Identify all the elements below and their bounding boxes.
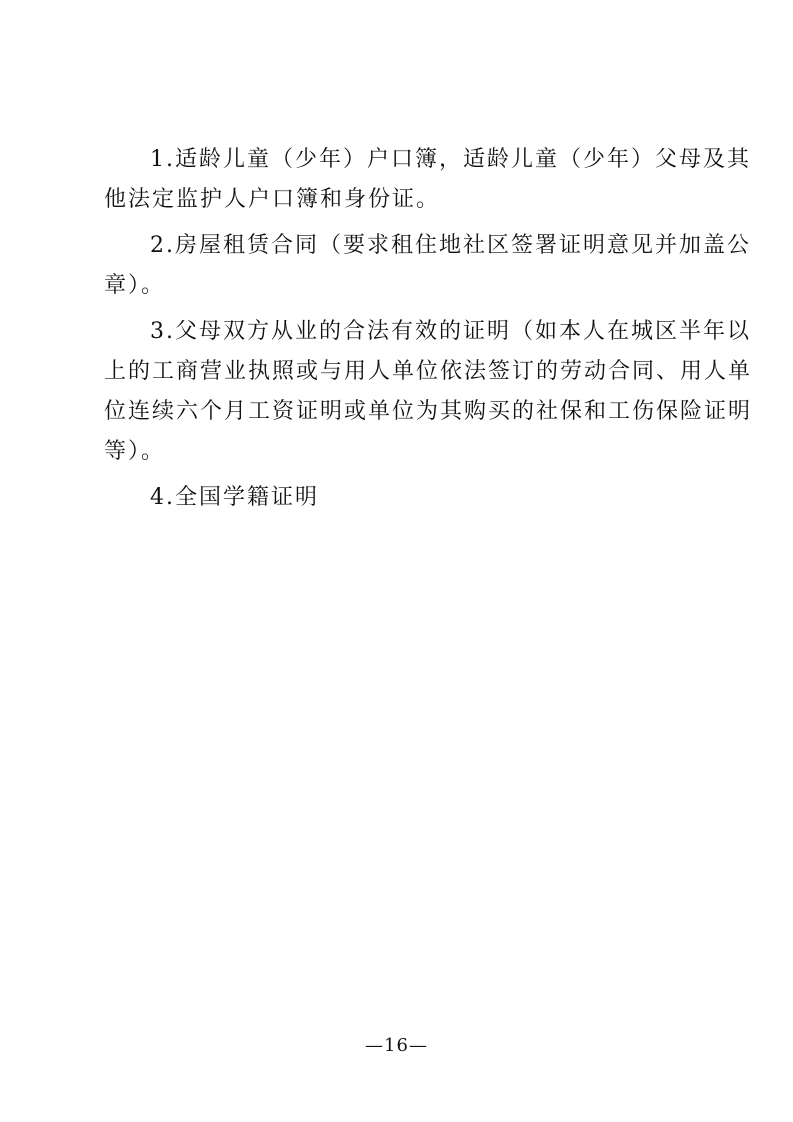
page-number: —16—: [365, 1035, 428, 1056]
item-3-line-4: 等）。: [104, 439, 166, 464]
item-1-line-1: 1.适龄儿童（少年）户口簿，适龄儿童（少年）父母及其: [150, 147, 751, 172]
item-1-line-2: 他法定监护人户口簿和身份证。: [104, 187, 441, 212]
item-2-line-2: 章）。: [104, 273, 166, 298]
item-3-line-1: 3.父母双方从业的合法有效的证明（如本人在城区半年以: [150, 319, 751, 344]
item-3-line-2: 上的工商营业执照或与用人单位依法签订的劳动合同、用人单: [104, 359, 753, 384]
item-4-line-1: 4.全国学籍证明: [150, 485, 319, 510]
item-2-line-1: 2.房屋租赁合同（要求租住地社区签署证明意见并加盖公: [150, 233, 751, 258]
item-3-line-3: 位连续六个月工资证明或单位为其购买的社保和工伤保险证明: [104, 399, 753, 424]
